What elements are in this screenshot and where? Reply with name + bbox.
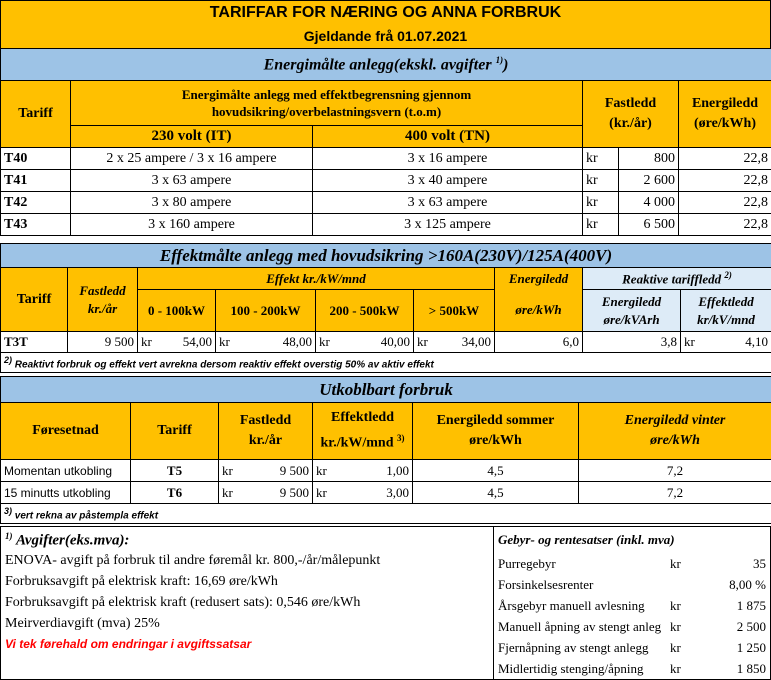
- reaktiv-energi-header: Energiledd øre/kVArh: [583, 290, 681, 332]
- section1-col-energiledd: Energiledd (øre/kWh): [679, 81, 771, 148]
- currency-label: kr: [583, 192, 619, 214]
- header-block: [0, 0, 771, 49]
- fastledd-value: kr 9 500: [219, 460, 313, 482]
- energimalt-row: [1, 192, 771, 214]
- energimalte-table: [0, 48, 771, 236]
- col-230-volt: 230 volt (IT): [71, 126, 313, 148]
- avgift-line-forbruk: Forbruksavgift på elektrisk kraft: 16,69 øre/kWh: [5, 574, 278, 589]
- effektmalte-table: [0, 243, 771, 373]
- gebyr-currency: [666, 574, 702, 595]
- t3t-reaktiv-effekt: kr 4,10: [681, 332, 771, 353]
- section2-col-fastledd: Fastledd kr./år: [68, 268, 138, 332]
- section2-col-effekt: Effekt kr./kW/mnd: [138, 268, 495, 290]
- effektledd-value: kr 1,00: [313, 460, 413, 482]
- currency-label: kr: [583, 214, 619, 236]
- avgift-line-mva: Meirverdiavgift (mva) 25%: [5, 616, 160, 631]
- section2-title: Effektmålte anlegg med hovudsikring >160A(230V)/125A(400V): [1, 244, 771, 268]
- currency-label: kr: [583, 148, 619, 170]
- tariff-code: T40: [1, 148, 71, 170]
- band-0-100: 0 - 100kW: [138, 290, 216, 332]
- gebyr-value: 2 500: [736, 618, 766, 634]
- ampere-400: 3 x 16 ampere: [313, 148, 583, 170]
- t3t-effekt-1: kr 48,00: [216, 332, 316, 353]
- ampere-230: 2 x 25 ampere / 3 x 16 ampere: [71, 148, 313, 170]
- ampere-400: 3 x 125 ampere: [313, 214, 583, 236]
- avgift-line-enova: ENOVA- avgift på forbruk til andre føremål kr. 800,-/år/målepunkt: [5, 553, 381, 568]
- avgifter-title: $^{1)}$ Avgifter(eks.mva):: [5, 531, 130, 549]
- fastledd-value: 6 500: [619, 214, 679, 236]
- tariff-code: T42: [1, 192, 71, 214]
- gebyr-label: Forsinkelsesrenter: [498, 576, 594, 592]
- section3-footnote: $^{3)}$ vert rekna av påstempla effekt: [1, 504, 771, 524]
- reaktiv-effekt-header: Effektledd kr/kV/mnd: [681, 290, 771, 332]
- fastledd-value: 2 600: [619, 170, 679, 192]
- fastledd-value: kr 9 500: [219, 482, 313, 504]
- section3-col-effektledd: Effektledd kr./kW/mnd $^{3)}$: [313, 403, 413, 460]
- t3t-fastledd: 9 500: [68, 332, 138, 353]
- gebyr-label: Purregebyr: [498, 555, 556, 571]
- col-400-volt: 400 volt (TN): [313, 126, 583, 148]
- ampere-400: 3 x 40 ampere: [313, 170, 583, 192]
- energimalt-row: [1, 148, 771, 170]
- foresetnad-value: Momentan utkobling: [1, 460, 131, 482]
- section3-title: Utkoblbart forbruk: [1, 377, 771, 403]
- section2-col-tariff: Tariff: [1, 268, 68, 332]
- t3t-effekt-3: kr 34,00: [414, 332, 495, 353]
- fastledd-value: 4 000: [619, 192, 679, 214]
- utkobling-row: [1, 482, 771, 504]
- energimalt-row: [1, 170, 771, 192]
- energiledd-value: 22,8: [679, 214, 771, 236]
- effektledd-value: kr 3,00: [313, 482, 413, 504]
- section1-col-desc: Energimålte anlegg med effektbegrensning gjennom hovudsikring/overbelastningsvern (t.o.m): [71, 81, 583, 126]
- gebyr-currency: kr: [670, 555, 681, 571]
- gebyr-row: [494, 574, 771, 595]
- tariff-code: T5: [131, 460, 219, 482]
- section1-col-tariff: Tariff: [1, 81, 71, 148]
- gebyr-currency: kr: [670, 639, 681, 655]
- gebyr-row: [494, 658, 771, 679]
- gebyr-row: [494, 553, 771, 574]
- avgifter-panel: [5, 531, 485, 657]
- t3t-energiledd: 6,0: [495, 332, 583, 353]
- energimalt-row: [1, 214, 771, 236]
- section2-col-energiledd: Energiledd: [495, 268, 583, 290]
- band-100-200: 100 - 200kW: [216, 290, 316, 332]
- energiledd-value: 22,8: [679, 170, 771, 192]
- utkobling-row: [1, 460, 771, 482]
- gebyr-currency: kr: [670, 597, 681, 613]
- gebyr-value: 1 250: [736, 639, 766, 655]
- gebyr-row: [494, 595, 771, 616]
- fastledd-value: 800: [619, 148, 679, 170]
- gebyr-title: Gebyr- og rentesatser (inkl. mva): [498, 532, 675, 547]
- tariff-code: T41: [1, 170, 71, 192]
- gebyr-label: Fjernåpning av stengt anlegg: [498, 639, 649, 655]
- gebyr-value: 1 850: [736, 660, 766, 676]
- energiledd-value: 22,8: [679, 148, 771, 170]
- section3-col-sommer: Energiledd sommer øre/kWh: [413, 403, 579, 460]
- section1-col-fastledd: Fastledd (kr./år): [583, 81, 679, 148]
- utkoblbart-table: [0, 376, 771, 524]
- sommer-value: 4,5: [413, 460, 579, 482]
- gebyr-label: Midlertidig stenging/åpning: [498, 660, 644, 676]
- gebyr-row: [494, 637, 771, 658]
- foresetnad-value: 15 minutts utkobling: [1, 482, 131, 504]
- ampere-400: 3 x 63 ampere: [313, 192, 583, 214]
- section3-col-fastledd: Fastledd kr./år: [219, 403, 313, 460]
- avgift-line-forbruk-redusert: Forbruksavgift på elektrisk kraft (redusert sats): 0,546 øre/kWh: [5, 595, 361, 610]
- t3t-row: [1, 332, 771, 353]
- section2-footnote: $^{2)}$ Reaktivt forbruk og effekt vert avrekna dersom reaktiv effekt overstig 50% av aktiv effekt: [1, 353, 771, 373]
- vinter-value: 7,2: [579, 482, 771, 504]
- section2-energi-unit: øre/kWh: [495, 290, 583, 332]
- tariff-code: T6: [131, 482, 219, 504]
- section3-col-tariff: Tariff: [131, 403, 219, 460]
- band-over-500: > 500kW: [414, 290, 495, 332]
- gebyr-value: 8,00 %: [729, 576, 766, 592]
- gebyr-label: Manuell åpning av stengt anleg: [498, 618, 662, 634]
- gebyr-row: [494, 616, 771, 637]
- sommer-value: 4,5: [413, 482, 579, 504]
- t3t-tariff: T3T: [1, 332, 68, 353]
- section1-title: Energimålte anlegg(ekskl. avgifter $^{1)}$): [1, 49, 771, 81]
- ampere-230: 3 x 63 ampere: [71, 170, 313, 192]
- currency-label: kr: [583, 170, 619, 192]
- t3t-reaktiv-energi: 3,8: [583, 332, 681, 353]
- section3-col-vinter: Energiledd vinter øre/kWh: [579, 403, 771, 460]
- tariff-code: T43: [1, 214, 71, 236]
- ampere-230: 3 x 160 ampere: [71, 214, 313, 236]
- t3t-effekt-2: kr 40,00: [316, 332, 414, 353]
- t3t-effekt-0: kr 54,00: [138, 332, 216, 353]
- energiledd-value: 22,8: [679, 192, 771, 214]
- gebyr-value: 35: [753, 555, 766, 571]
- gebyr-panel: [493, 527, 770, 679]
- page-title: TARIFFAR FOR NÆRING OG ANNA FORBRUK: [1, 1, 771, 25]
- gebyr-label: Årsgebyr manuell avlesning: [498, 597, 645, 613]
- section3-col-foresetnad: Føresetnad: [1, 403, 131, 460]
- vinter-value: 7,2: [579, 460, 771, 482]
- section2-col-reaktive: Reaktive tariffledd $^{2)}$: [583, 268, 771, 290]
- page-subtitle: Gjeldande frå 01.07.2021: [1, 25, 771, 49]
- gebyr-value: 1 875: [736, 597, 766, 613]
- ampere-230: 3 x 80 ampere: [71, 192, 313, 214]
- avgift-warning: Vi tek førehald om endringar i avgiftssatsar: [5, 637, 252, 651]
- band-200-500: 200 - 500kW: [316, 290, 414, 332]
- gebyr-currency: kr: [670, 660, 681, 676]
- bottom-block: [0, 526, 771, 680]
- gebyr-currency: kr: [670, 618, 681, 634]
